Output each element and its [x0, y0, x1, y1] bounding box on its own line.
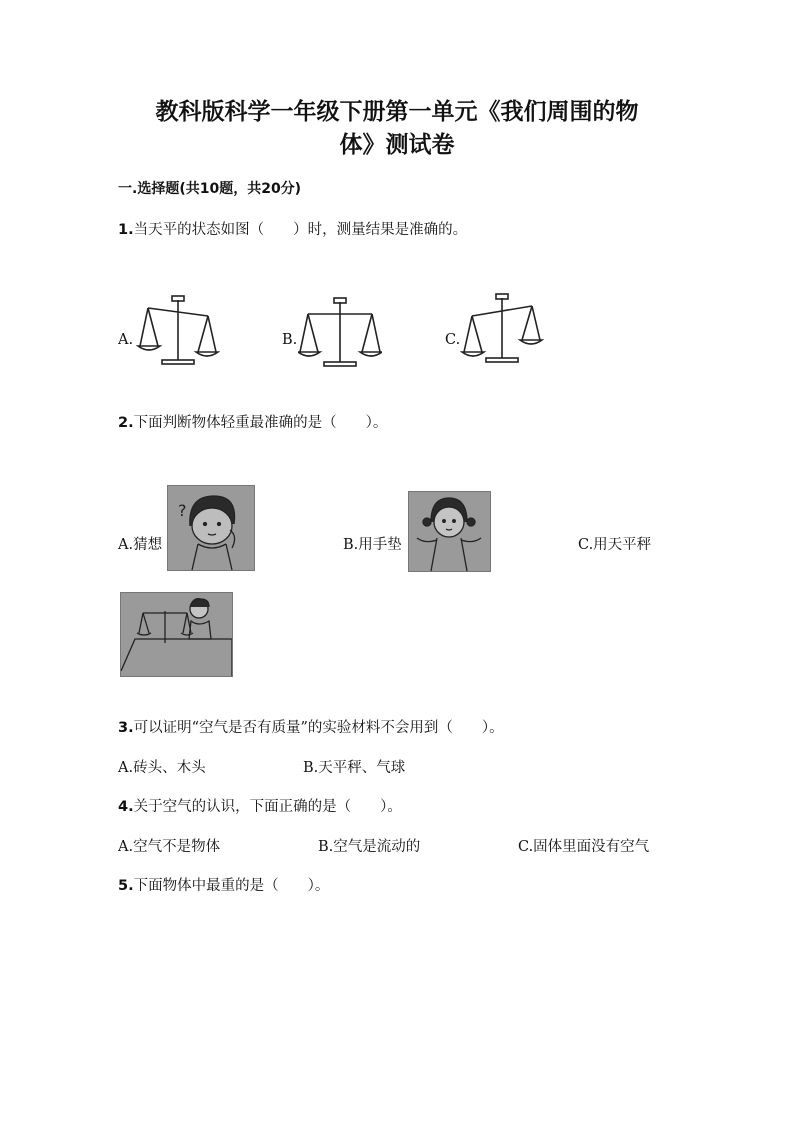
- question-4: [118, 795, 402, 816]
- boy-thinking-icon: [168, 486, 254, 570]
- question-4-option-a: A.空气不是物体: [118, 839, 221, 855]
- question-4-text: 关于空气的认识，下面正确的是（ ）。: [133, 799, 402, 815]
- question-4-option-c: C.固体里面没有空气: [518, 839, 650, 855]
- balance-scale-b-icon: [298, 296, 382, 368]
- section-heading: 一.选择题(共10题，共20分): [118, 181, 302, 197]
- question-5: [118, 874, 329, 895]
- girl-balance-scale-image: [120, 592, 233, 677]
- question-3-text: 可以证明“空气是否有质量”的实验材料不会用到（ ）。: [133, 720, 504, 736]
- question-1-number: 1.: [118, 222, 134, 238]
- question-2-text: 下面判断物体轻重最准确的是（ ）。: [133, 415, 388, 431]
- question-3-option-b: B.天平秤、气球: [303, 760, 406, 776]
- question-1-option-c: C.: [445, 332, 461, 348]
- girl-hands-icon: [409, 492, 490, 571]
- question-2-option-a: A.猜想: [118, 537, 163, 553]
- balance-scale-b-image: [298, 296, 382, 368]
- question-5-text: 下面物体中最重的是（ ）。: [133, 878, 330, 894]
- page-title-line2: 体》测试卷: [339, 132, 455, 158]
- svg-text:?: ?: [178, 501, 187, 520]
- boy-guessing-image: [167, 485, 255, 571]
- question-2-option-c: C.用天平秤: [578, 537, 652, 553]
- question-2: [118, 411, 387, 432]
- question-2-option-b: B.用手垫: [343, 537, 402, 553]
- question-1-option-a: A.: [118, 332, 134, 348]
- girl-with-scale-icon: [121, 593, 232, 676]
- balance-scale-c-icon: [460, 292, 544, 364]
- page-title-line1: 教科版科学一年级下册第一单元《我们周围的物: [155, 99, 639, 125]
- question-1-text: 当天平的状态如图（ ）时，测量结果是准确的。: [133, 222, 468, 238]
- balance-scale-c-image: [460, 292, 544, 364]
- question-4-number: 4.: [118, 799, 134, 815]
- question-4-option-b: B.空气是流动的: [318, 839, 421, 855]
- question-3-option-a: A.砖头、木头: [118, 760, 206, 776]
- question-5-number: 5.: [118, 878, 134, 894]
- question-3-number: 3.: [118, 720, 134, 736]
- balance-scale-a-icon: [136, 294, 220, 366]
- question-1: [118, 218, 467, 239]
- girl-hand-weighing-image: [408, 491, 491, 572]
- question-2-number: 2.: [118, 415, 134, 431]
- balance-scale-a-image: [136, 294, 220, 366]
- question-3: [118, 716, 504, 737]
- question-1-option-b: B.: [282, 332, 298, 348]
